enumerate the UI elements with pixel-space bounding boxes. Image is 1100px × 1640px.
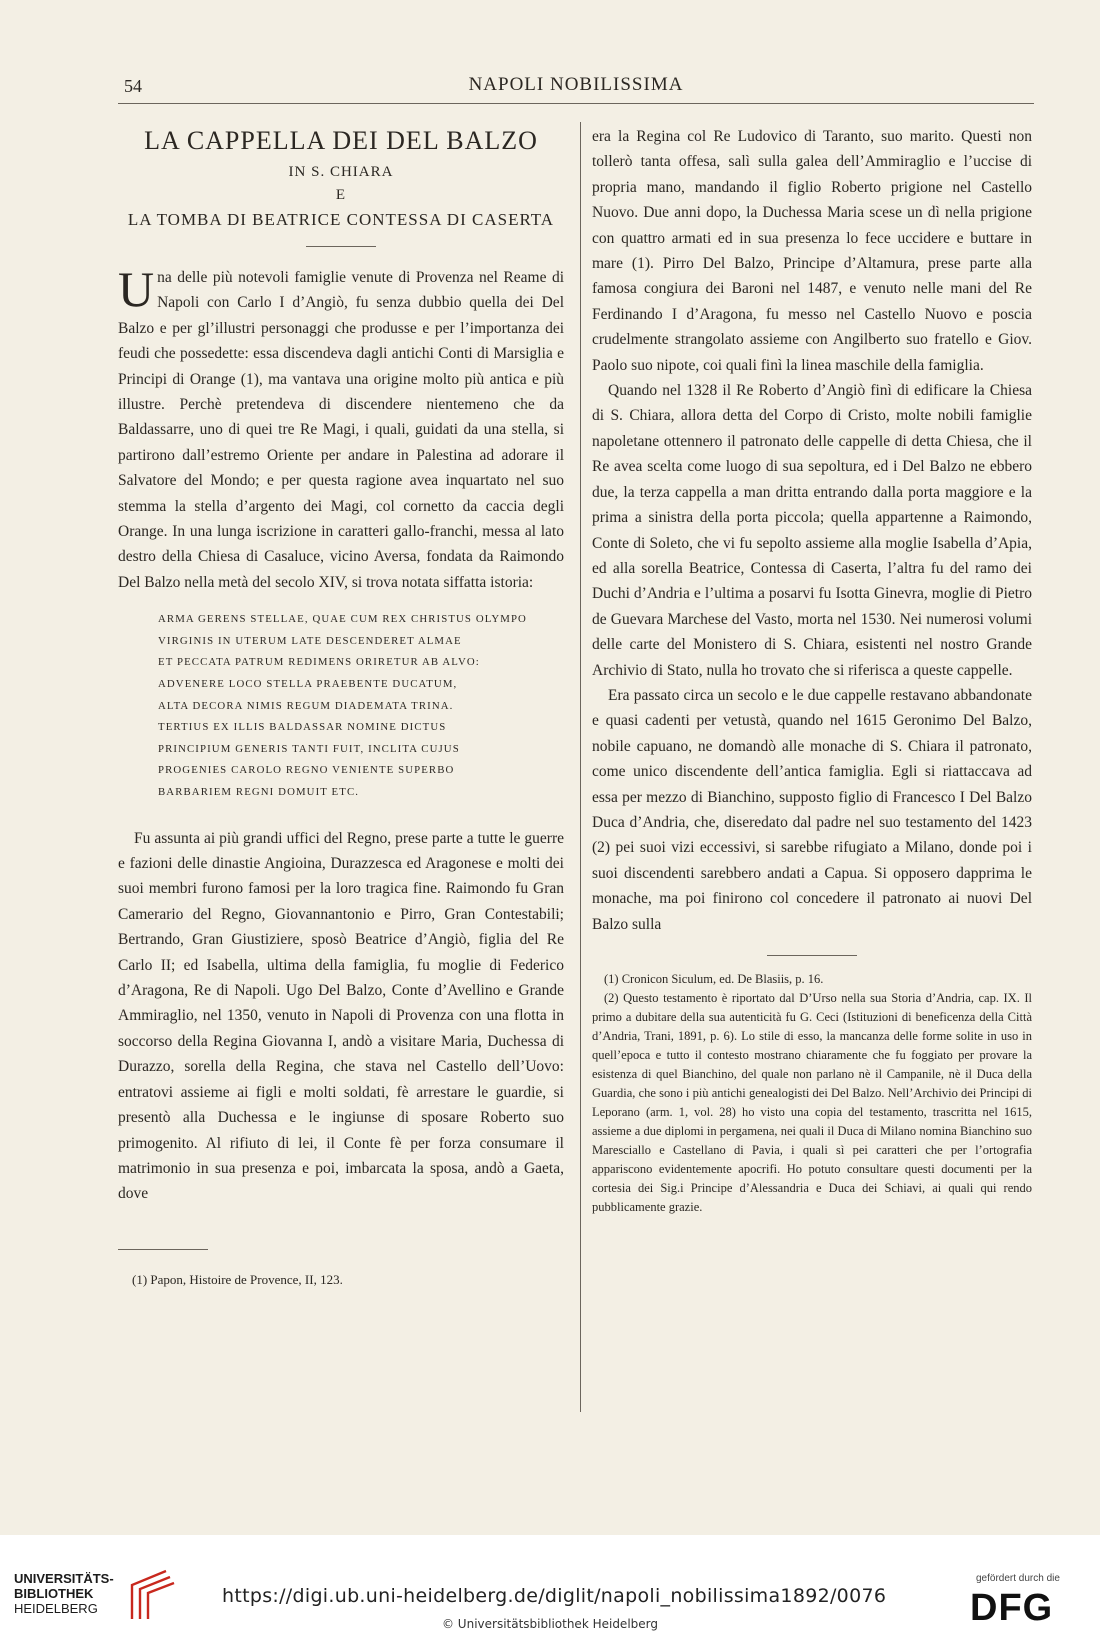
column-divider bbox=[580, 122, 581, 1412]
left-paragraph-2: Fu assunta ai più grandi uffici del Regno, prese parte a tutte le guerre e fazioni delle dinastie Angioina, Durazzesca ed Aragonese e molti dei suoi membri furono famosi per la loro tragica fine. Raimondo fu Gran Camerario del Regno, Giovannantonio e Pirro, Gran Contestabili; Bertrando, Gran Giustiziere, sposò Beatrice d’Angiò, figlia del Re Carlo II; ed Isabella, ultima della famiglia, fu moglie di Federico d’Aragona, Re di Napoli. Ugo Del Balzo, Conte d’Avellino e Grande Ammiraglio, nel 1350, venuto in Napoli di Provenza con una flotta in soccorso della Regina Giovanna I, andò a visitare Maria, Duchessa di Durazzo, sorella della Regina, che stava nel Castello dell’Uovo: entratovi assieme ai figli e molti soldati, fè arrestare le guardie, si presentò alla Duchessa e le ingiunse di sposare Roberto suo primogenito. Al rifiuto di lei, il Conte fè per forza consumare il matrimonio in sua presenza e poi, imbarcata la sposa, andò a Gaeta, dove bbox=[118, 829, 564, 1203]
right-paragraph-3: Era passato circa un secolo e le due cappelle restavano abbandonate e quasi cadenti per vetustà, quando nel 1615 Geronimo Del Balzo, nobile capuano, ne domandò alle monache di S. Chiara il patronato, come unico discendente dell’antica famiglia. Egli si riattaccava ad essa per mezzo di Bianchino, supposto figlio di Francesco I Del Balzo Duca d’Andria, che, diseredato dal padre nel suo testamento del 1423 (2) pei suoi vizi eccessivi, si sarebbe rifugiato a Milano, donde poi i suoi discendenti sarebbero andati a Capua. Si opposero dapprima le monache, ma poi finirono col concedere il patronato ai nuovi Del Balzo sulla bbox=[592, 686, 1032, 933]
inscription-line: VIRGINIS IN UTERUM LATE DESCENDERET ALMAE bbox=[158, 634, 462, 647]
permalink-url[interactable]: https://digi.ub.uni-heidelberg.de/diglit/napoli_nobilissima1892/0076 bbox=[222, 1585, 887, 1607]
footnote-rule-left bbox=[118, 1249, 208, 1250]
library-name bbox=[14, 1571, 114, 1616]
right-paragraph-2: Quando nel 1328 il Re Roberto d’Angiò finì di edificare la Chiesa di S. Chiara, allora detta del Corpo di Cristo, molte nobili famiglie napoletane ottennero il patronato delle cappelle di detta Chiesa, che il Re avea scelta come luogo di sua sepoltura, ed i Del Balzo ne ebbero due, la terza cappella a man dritta entrando dalla porta maggiore e la prima a sinistra della porta piccola; quella appartenne a Raimondo, Conte di Soleto, che vi fu sepolto assieme alla moglie Isabella d’Apia, ed alla sorella Beatrice, Contessa di Caserta, l’altra fu del ramo dei Duchi d’Andria e l’ultima a posarvi fu Isotta Ginevra, moglie di Pietro de Guevara Marchese del Vasto, morta nel 1530. Nei numerosi volumi delle carte del Monistero di S. Chiara, esistenti nel nostro Grande Archivio di Stato, nulla ho trovato che si riferisca a queste cappelle. bbox=[592, 382, 1032, 679]
dfg-funding-logo[interactable] bbox=[968, 1573, 1088, 1635]
inscription-line: PRINCIPIUM GENERIS TANTI FUIT, INCLITA CUJUS bbox=[158, 742, 460, 755]
inscription-line: ADVENERE LOCO STELLA PRAEBENTE DUCATUM, bbox=[158, 678, 458, 691]
library-emblem-icon bbox=[126, 1569, 176, 1623]
inscription-line: PROGENIES CAROLO REGNO VENIENTE SUPERBO bbox=[158, 764, 455, 777]
latin-inscription bbox=[158, 609, 564, 803]
right-footnote-1: (1) Cronicon Siculum, ed. De Blasiis, p. 16. bbox=[604, 972, 824, 986]
article-subtitle-line3: LA TOMBA DI BEATRICE CONTESSA DI CASERTA bbox=[127, 210, 555, 229]
viewer-footer bbox=[0, 1535, 1100, 1640]
inscription-line: ET PECCATA PATRUM REDIMENS ORIRETUR AB ALVO: bbox=[158, 656, 480, 669]
journal-title: NAPOLI NOBILISSIMA bbox=[468, 74, 684, 95]
right-footnote-2: (2) Questo testamento è riportato dal D’Urso nella sua Storia d’Andria, cap. IX. Il primo a dubitare della sua autenticità fu G. Ceci (Istituzioni di beneficenza della Città d’Andria, Trani, 1891, p. 6). Lo stile di esso, la mancanza delle forme solite in uso in quell’epoca e tutto il contesto mostrano chiaramente che fu foggiato per provare la esistenza di quel Bianchino, del quale non parlano nè il Campanile, nè il Duca della Guardia, che sono i più antichi genealogisti dei Del Balzo. Nell’Archivio dei Principi di Leporano (arm. 1, vol. 28) ho visto una copia del testamento, trascritta nel 1615, assieme a due diplomi in pergamena, nei quali il Duca di Milano nomina Bianchino suo Maresciallo e Castellano di Pavia, i quali sì pei caratteri che per l’ortografia appariscono evidentemente apocrifi. Ho potuto consultare questi documenti per la cortesia dei Sig.i Principe d’Alessandria e Duca dei Schiavi, ai quali qui rendo pubblicamente grazie. bbox=[592, 991, 1032, 1214]
inscription-line: TERTIUS EX ILLIS BALDASSAR NOMINE DICTUS bbox=[158, 721, 447, 734]
title-rule bbox=[306, 246, 376, 247]
inscription-line: ARMA GERENS STELLAE, QUAE CUM REX CHRISTUS OLYMPO bbox=[158, 613, 527, 626]
left-column bbox=[118, 124, 564, 1289]
article-subtitle-line1: IN S. CHIARA bbox=[288, 164, 394, 180]
library-line1: UNIVERSITÄTS- bbox=[14, 1571, 114, 1586]
running-head bbox=[118, 68, 1034, 100]
article-subtitle-line2: E bbox=[335, 187, 347, 203]
inscription-line: ALTA DECORA NIMIS REGUM DIADEMATA TRINA. bbox=[158, 699, 454, 712]
footnote-rule-right bbox=[767, 955, 857, 956]
drop-cap: U bbox=[118, 261, 155, 317]
article-title: LA CAPPELLA DEI DEL BALZO bbox=[144, 126, 538, 155]
right-column bbox=[592, 124, 1032, 1217]
header-rule bbox=[118, 103, 1034, 104]
left-footnote-1: (1) Papon, Histoire de Provence, II, 123. bbox=[132, 1271, 343, 1287]
funded-by-label: gefördert durch die bbox=[976, 1573, 1060, 1584]
left-paragraph-1-text: na delle più notevoli famiglie venute di Provenza nel Reame di Napoli con Carlo I d’Angiò, fu senza dubbio quella dei Del Balzo e per gl’illustri personaggi che produsse e per l’importanza dei feudi che possedette: essa discendeva dagli antichi Conti di Marsiglia e Principi di Orange (1), ma vantava una origine molto più antica e più illustre. Perchè pretendeva di discendere nientemeno che da Baldassarre, uno di quei tre Re Magi, i quali, guidati da una stella, si partirono dall’estremo Oriente per andare in Palestina ad adorare il Salvatore del Mondo; e per questa ragione avea inquartato nel suo stemma la stella d’argento dei Magi, col cornetto da caccia degli Orange. In una lunga iscrizione in caratteri gallo-franchi, messa al lato destro della Chiesa di Casaluce, vicino Aversa, fondata da Raimondo Del Balzo nella metà del secolo XIV, si trova notata siffatta istoria: bbox=[118, 269, 564, 591]
inscription-line: BARBARIEM REGNI DOMUIT ETC. bbox=[158, 786, 360, 799]
left-paragraph-1 bbox=[118, 261, 564, 595]
library-line3: HEIDELBERG bbox=[14, 1601, 98, 1616]
page-number: 54 bbox=[124, 76, 142, 96]
dfg-logo: DFG bbox=[970, 1587, 1054, 1629]
copyright-notice: © Universitätsbibliothek Heidelberg bbox=[441, 1617, 658, 1631]
right-paragraph-1: era la Regina col Re Ludovico di Taranto, suo marito. Questi non tollerò tanta offesa, salì sulla galea dell’Ammiraglio e l’uccise di propria mano, mandando il figlio Roberto prigione nel Castello Nuovo. Due anni dopo, la Duchessa Maria scese un dì nella prigione con quattro armati ed in sua presenza lo fece uccidere e buttare in mare (1). Pirro Del Balzo, Principe d’Altamura, prese parte alla famosa congiura dei Baroni nel 1487, e venuto nelle mani del Re Ferdinando I d’Aragona, fu messo nel Castello Nuovo e poscia crudelmente strangolato assieme con Angilberto suo fratello e Giov. Paolo suo nipote, coi quali finì la linea maschile della famiglia. bbox=[592, 128, 1032, 374]
library-line2: BIBLIOTHEK bbox=[14, 1586, 94, 1601]
